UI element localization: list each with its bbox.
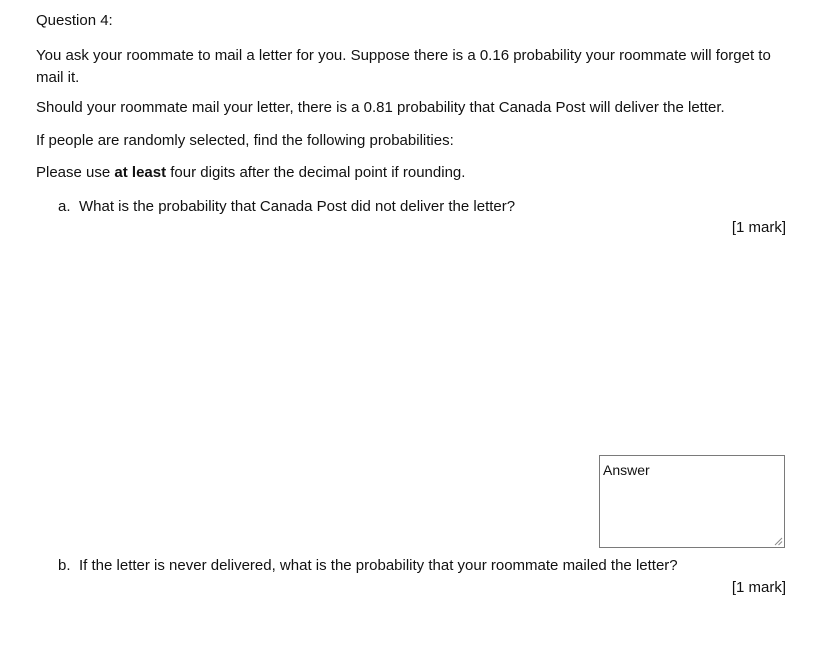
part-a-marker: a. <box>58 198 71 215</box>
question-paragraph-4 <box>36 164 465 181</box>
question-paragraph-1: You ask your roommate to mail a letter for you. Suppose there is a 0.16 probability your roommate will forget to mail it. <box>36 47 771 86</box>
question-paragraph-2: Should your roommate mail your letter, there is a 0.81 probability that Canada Post will deliver the letter. <box>36 99 725 116</box>
resize-grip-icon[interactable] <box>774 537 783 546</box>
instruction-suffix: four digits after the decimal point if rounding. <box>166 164 466 181</box>
question-title: Question 4: <box>36 12 113 29</box>
part-a-question <box>58 198 515 215</box>
part-a-mark: [1 mark] <box>731 219 786 236</box>
answer-placeholder: Answer <box>603 462 650 478</box>
part-b-question <box>58 557 678 574</box>
instruction-prefix: Please use <box>36 164 115 181</box>
part-b-mark: [1 mark] <box>731 579 786 596</box>
instruction-emphasis: at least <box>114 164 167 181</box>
part-a-text: What is the probability that Canada Post did not deliver the letter? <box>79 198 516 215</box>
part-b-text: If the letter is never delivered, what is the probability that your roommate mailed the letter? <box>79 557 678 574</box>
part-b-marker: b. <box>58 557 71 574</box>
question-paragraph-3: If people are randomly selected, find the following probabilities: <box>36 132 454 149</box>
answer-textarea[interactable] <box>599 455 785 548</box>
